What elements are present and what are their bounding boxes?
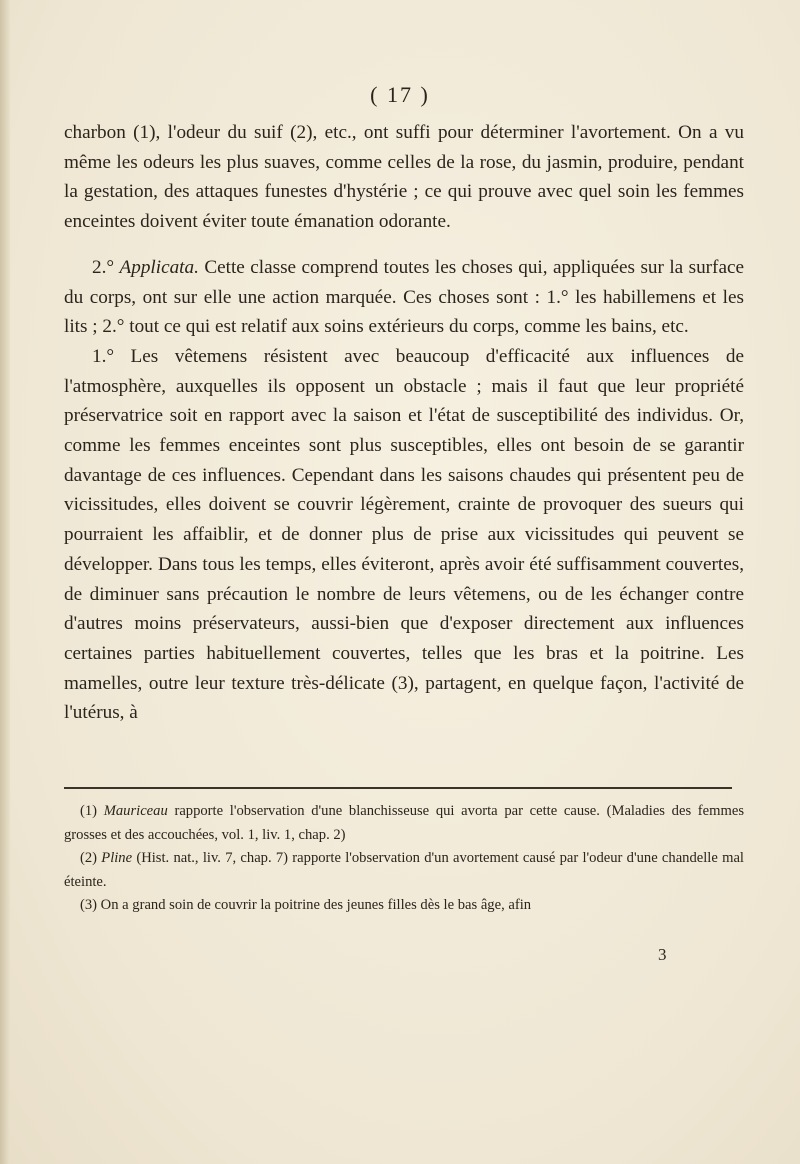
footnote-3	[64, 894, 744, 918]
paragraph-2	[64, 253, 744, 342]
footnote-author: Pline	[101, 850, 133, 867]
paragraph-1	[64, 118, 744, 237]
footnote-2	[64, 847, 744, 894]
page-number: ( 17 )	[370, 82, 430, 107]
footnote-mark: (2)	[80, 850, 102, 867]
footnote-1	[64, 800, 744, 847]
footnote-mark: (3)	[80, 897, 101, 914]
paragraph-italic-term: Applicata.	[119, 256, 199, 278]
signature-mark: 3	[658, 945, 667, 964]
footnotes	[64, 800, 744, 918]
footnote-author: Mauriceau	[103, 803, 168, 819]
footnote-text: rapporte l'observation d'une blanchisseuse qui avorta par cette cause. (Maladies des femmes grosses et des accouchées, vol. 1, liv. 1, chap. 2)	[64, 803, 745, 843]
footnote-rule	[64, 787, 732, 789]
paragraph-3	[64, 342, 744, 728]
footnote-text: (Hist. nat., liv. 7, chap. 7) rapporte l'observation d'un avortement causé par l'odeur d'une chandelle mal éteinte.	[64, 850, 744, 890]
paragraph-text: Cette classe comprend toutes les choses qui, appliquées sur la surface du corps, ont sur elle une action marquée. Ces choses sont : 1.° les habillemens et les lits ; 2.° tout ce qui est relatif aux soins extérieurs du corps, comme les bains, etc.	[64, 256, 744, 338]
main-text	[64, 118, 744, 728]
paragraph-text: charbon (1), l'odeur du suif (2), etc., ont suffi pour déterminer l'avortement. On a vu même les odeurs les plus suaves, comme celles de la rose, du jasmin, produire, pendant la gestation, des attaques funestes d'hystérie ; ce qui prouve avec quel soin les femmes enceintes doivent éviter toute émanation odorante.	[64, 122, 744, 233]
footnote-mark: (1)	[80, 803, 104, 819]
paragraph-lead: 2.°	[92, 256, 120, 278]
page-spine-shadow	[0, 0, 10, 1164]
paragraph-text: 1.° Les vêtemens résistent avec beaucoup d'efficacité aux influences de l'atmosphère, auxquelles ils opposent un obstacle ; mais il faut que leur propriété préservatrice soit en rapport avec la saison et l'état de susceptibilité des individus. Or, comme les femmes enceintes sont plus susceptibles, elles ont besoin de se garantir davantage de ces influences. Cependant dans les saisons chaudes qui présentent peu de vicissitudes, elles doivent se couvrir légèrement, crainte de provoquer des sueurs qui pourraient les affaiblir, et de donner plus de prise aux vicissitudes qui peuvent se développer. Dans tous les temps, elles éviteront, après avoir été suffisamment couvertes, de diminuer sans précaution le nombre de leurs vêtemens, ou de les échanger contre d'autres moins préservateurs, aussi-bien que d'exposer directement aux influences certaines parties habituellement couvertes, telles que les bras et la poitrine. Les mamelles, outre leur texture très-délicate (3), partagent, en quelque façon, l'activité de l'utérus, à	[64, 345, 744, 724]
footnote-text: On a grand soin de couvrir la poitrine des jeunes filles dès le bas âge, afin	[100, 897, 532, 914]
